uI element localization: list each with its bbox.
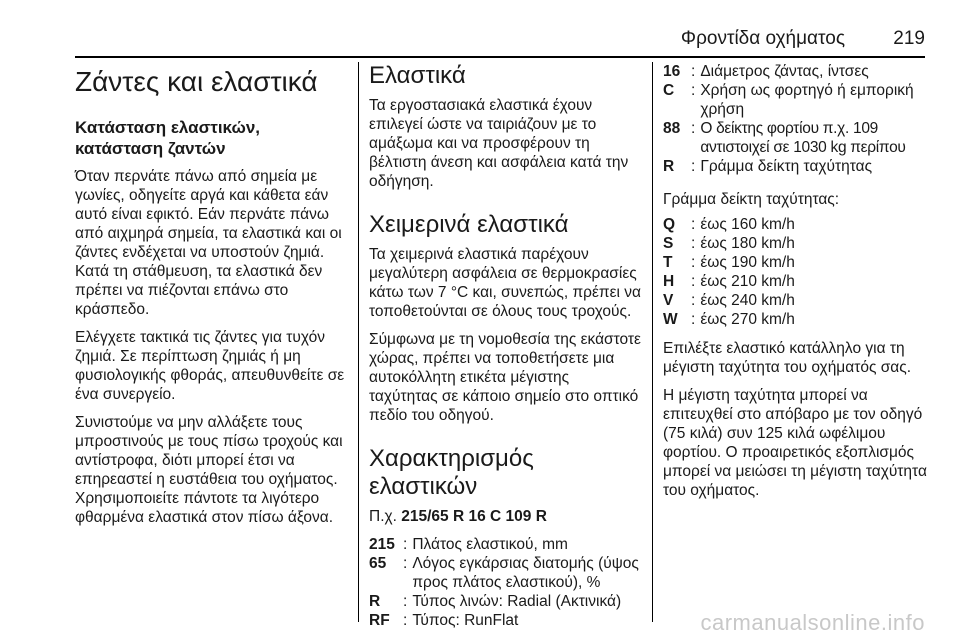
watermark: carmanualsonline.info	[700, 610, 925, 635]
list-item	[663, 81, 931, 119]
speed-key: W	[663, 311, 678, 328]
speed-index-list	[663, 215, 795, 329]
list-item	[369, 592, 641, 611]
code-value: Γράμμα δείκτη ταχύτητας	[700, 158, 873, 175]
tire-code-list	[369, 535, 641, 630]
list-item	[663, 272, 795, 291]
paragraph: Η μέγιστη ταχύτητα μπορεί να επιτευχθεί στο απόβαρο με τον οδηγό (75 κιλά) συν 125 κιλά ωφέλιμου φορτίου. Ο προαιρετικός εξοπλισμός μπορεί να μειώσει τη μέγιστη ταχύτητα του οχήματος.	[663, 387, 927, 499]
code-key: 88	[663, 120, 681, 137]
list-item	[663, 119, 931, 157]
speed-key: V	[663, 292, 674, 309]
code-key: 215	[369, 536, 395, 553]
chapter-title: Ζάντες και ελαστικά	[75, 66, 318, 97]
list-item	[369, 554, 641, 592]
speed-value: έως 190 km/h	[700, 254, 795, 271]
code-key: 16	[663, 63, 681, 80]
section-title: Χειμερινά ελαστικά	[369, 211, 569, 238]
code-key: RF	[369, 612, 390, 629]
subsection-title: Κατάσταση ελαστικών, κατάσταση ζαντών	[75, 118, 260, 158]
separator: :	[691, 216, 696, 233]
speed-key: S	[663, 235, 674, 252]
separator: :	[691, 311, 696, 328]
speed-key: T	[663, 254, 673, 271]
separator: :	[691, 273, 696, 290]
code-key: R	[369, 593, 381, 610]
code-value: Τύπος: RunFlat	[412, 612, 519, 629]
code-value: Λόγος εγκάρσιας διατομής (ύψος προς πλάτος ελαστικού), %	[412, 555, 639, 591]
tire-example	[369, 507, 641, 526]
speed-value: έως 240 km/h	[700, 292, 795, 309]
separator: :	[691, 120, 696, 137]
list-item	[663, 253, 795, 272]
tire-code-list-continued	[663, 62, 931, 176]
list-item	[663, 157, 931, 176]
column-divider	[358, 62, 359, 622]
separator: :	[691, 158, 696, 175]
speed-value: έως 270 km/h	[700, 311, 795, 328]
speed-key: H	[663, 273, 675, 290]
separator: :	[403, 612, 408, 629]
page-header	[0, 0, 960, 60]
code-key: C	[663, 82, 675, 99]
list-item	[663, 291, 795, 310]
separator: :	[691, 292, 696, 309]
list-item	[663, 215, 795, 234]
section-title: Χαρακτηρισμός ελαστικών	[369, 445, 534, 500]
paragraph: Τα εργοστασιακά ελαστικά έχουν επιλεγεί ώστε να ταιριάζουν με το αμάξωμα και να προσφέρουν τη βέλτιστη άνεση και ασφάλεια κατά την οδήγηση.	[369, 97, 629, 190]
speed-key: Q	[663, 216, 676, 233]
code-key: 65	[369, 555, 387, 572]
code-value: Χρήση ως φορτηγό ή εμπορική χρήση	[700, 82, 914, 118]
list-item	[663, 234, 795, 253]
page-number: 219	[893, 28, 925, 49]
speed-value: έως 180 km/h	[700, 235, 795, 252]
column-1	[75, 62, 347, 642]
paragraph: Ελέγχετε τακτικά τις ζάντες για τυχόν ζημιά. Σε περίπτωση ζημιάς ή μη φυσιολογικής φθοράς, απευθυνθείτε σε ένα συνεργείο.	[75, 329, 345, 403]
separator: :	[691, 254, 696, 271]
code-key: R	[663, 158, 675, 175]
paragraph: Όταν περνάτε πάνω από σημεία με γωνίες, οδηγείτε αργά και κάθετα εάν αυτό είναι εφικτό. Εάν περνάτε πάνω από αιχμηρά σημεία, τα ελαστικά και οι ζάντες ενδέχεται να υποστούν ζημιά. Κατά τη στάθμευση, τα ελαστικά δεν πρέπει να πιέζονται επάνω στο κράσπεδο.	[75, 168, 342, 318]
code-value: Τύπος λινών: Radial (Ακτινικά)	[412, 593, 622, 610]
header-rule	[75, 56, 925, 58]
list-item	[663, 62, 931, 81]
list-item	[663, 310, 795, 329]
separator: :	[691, 63, 696, 80]
paragraph: Τα χειμερινά ελαστικά παρέχουν μεγαλύτερη ασφάλεια σε θερμοκρασίες κάτω των 7 °C και, συνεπώς, πρέπει να τοποθετούνται σε όλους τους τροχούς.	[369, 246, 641, 320]
separator: :	[403, 593, 408, 610]
list-item	[369, 611, 641, 630]
code-value: Διάμετρος ζάντας, ίντσες	[700, 63, 869, 80]
running-title: Φροντίδα οχήματος	[680, 28, 845, 49]
speed-value: έως 210 km/h	[700, 273, 795, 290]
section-title: Ελαστικά	[369, 62, 466, 89]
separator: :	[403, 536, 408, 553]
column-2	[369, 62, 641, 642]
speed-index-title: Γράμμα δείκτη ταχύτητας:	[663, 191, 840, 208]
paragraph: Επιλέξτε ελαστικό κατάλληλο για τη μέγιστη ταχύτητα του οχήματός σας.	[663, 340, 912, 376]
column-divider	[652, 62, 653, 622]
paragraph: Συνιστούμε να μην αλλάξετε τους μπροστινούς με τους πίσω τροχούς και αντίστροφα, διότι μπορεί έτσι να επηρεαστεί η ευστάθεια του οχήματος. Χρησιμοποιείτε πάντοτε τα λιγότερο φθαρμένα ελαστικά στον πίσω άξονα.	[75, 414, 343, 526]
list-item	[369, 535, 641, 554]
speed-value: έως 160 km/h	[700, 216, 795, 233]
code-value: Πλάτος ελαστικού, mm	[412, 536, 568, 553]
separator: :	[403, 555, 408, 572]
code-value: Ο δείκτης φορτίου π.χ. 109 αντιστοιχεί σε 1030 kg περίπου	[700, 120, 906, 156]
example-prefix: Π.χ.	[369, 508, 397, 525]
paragraph: Σύμφωνα με τη νομοθεσία της εκάστοτε χώρας, πρέπει να τοποθετήσετε μια αυτοκόλλητη ετικέτα μέγιστης ταχύτητας σε κάποιο σημείο στο οπτικό πεδίο του οδηγού.	[369, 331, 641, 424]
example-code: 215/65 R 16 C 109 R	[401, 508, 547, 525]
separator: :	[691, 82, 696, 99]
column-3	[663, 62, 931, 642]
separator: :	[691, 235, 696, 252]
